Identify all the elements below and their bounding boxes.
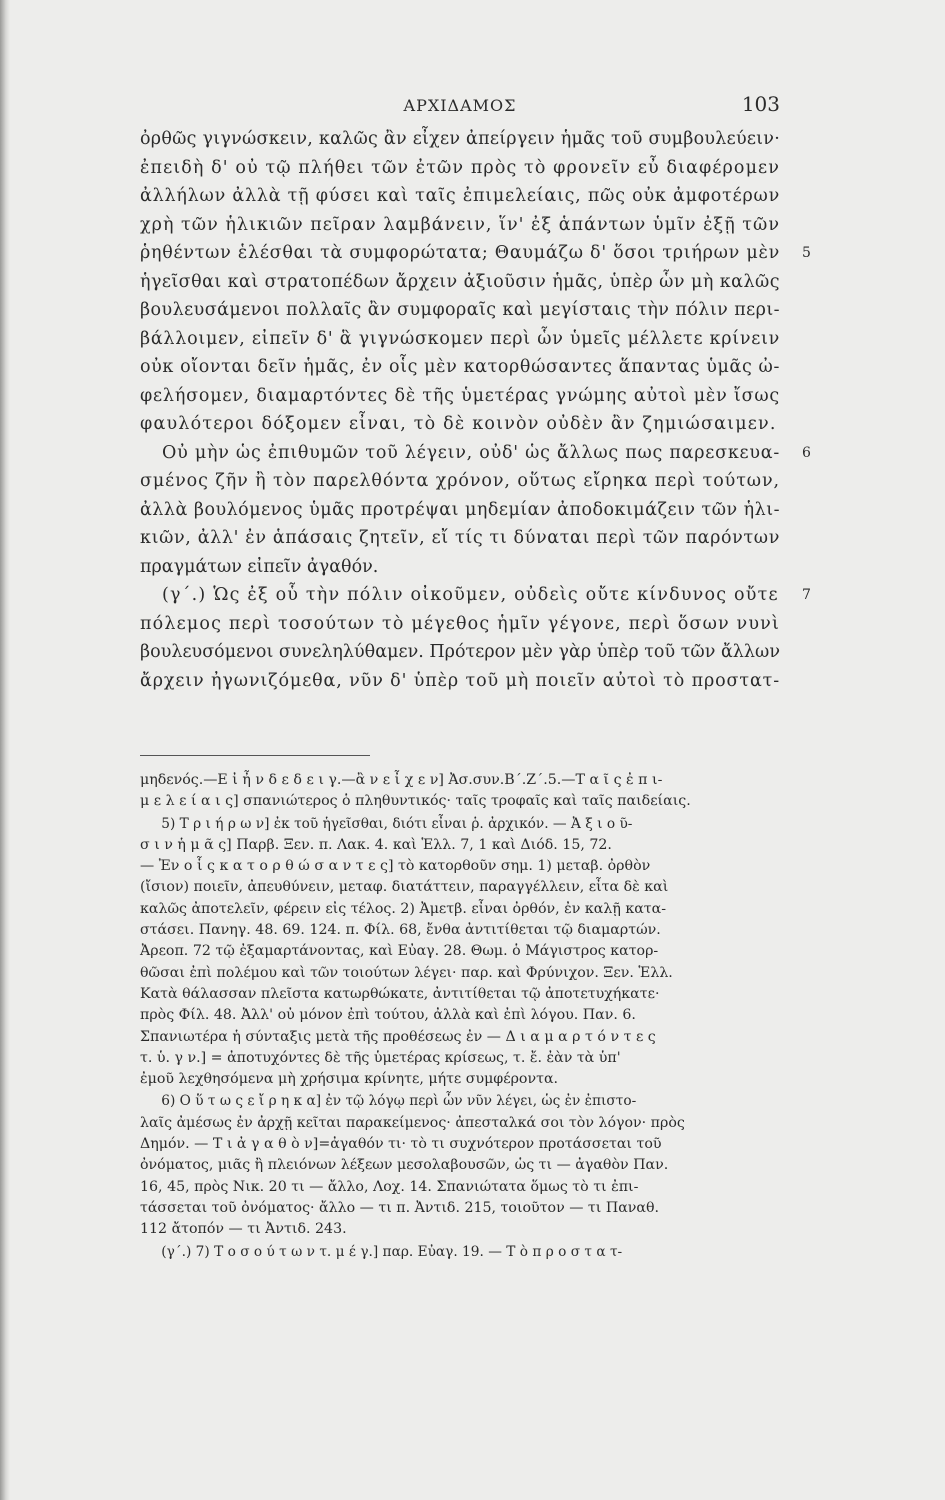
- text-line-content: χρὴ τῶν ἡλικιῶν πεῖραν λαμβάνειν, ἵν' ἐξ ἁπάντων ὑμῖν ἐξῇ τῶν: [140, 214, 780, 235]
- text-line-content: ἀλλὰ βουλόμενος ὑμᾶς προτρέψαι μηδεμίαν ἀποδοκιμάζειν τῶν ἡλι-: [140, 499, 780, 520]
- text-line-content: φελήσομεν, διαμαρτόντες δὲ τῆς ὑμετέρας γνώμης αὐτοὶ μὲν ἴσως: [140, 385, 781, 406]
- text-line: [140, 496, 780, 525]
- footnote-line: 16, 45, πρὸς Νικ. 20 τι — ἄλλο, Λοχ. 14. Σπανιώτατα ὅμως τὸ τι ἐπι-: [140, 1178, 639, 1195]
- footnote-line: 6) Ο ὕ τ ω ς ε ἴ ρ η κ α] ἐν τῷ λόγῳ περὶ ὧν νῦν λέγει, ὡς ἐν ἐπιστο-: [161, 1093, 637, 1110]
- footnote-line: 112 ἄτοπόν — τι Ἀντιδ. 243.: [140, 1221, 347, 1238]
- section-number: 7: [802, 587, 811, 603]
- page-binding-edge: [0, 0, 10, 1500]
- footnote-line: — Ἐν ο ἷ ς κ α τ ο ρ θ ώ σ α ν τ ε ς] τὸ κατορθοῦν σημ. 1) μεταβ. ὀρθὸν: [140, 858, 651, 875]
- text-line-content: βουλευσόμενοι συνεληλύθαμεν. Πρότερον μὲν γὰρ ὑπὲρ τοῦ τῶν ἄλλων: [140, 642, 780, 662]
- text-line: [140, 353, 780, 382]
- text-line-content: πόλεμος περὶ τοσούτων τὸ μέγεθος ἡμῖν γέγονε, περὶ ὅσων νυνὶ: [140, 613, 781, 634]
- text-line-content: κιῶν, ἀλλ' ἐν ἁπάσαις ζητεῖν, εἴ τίς τι δύναται περὶ τῶν παρόντων: [140, 528, 780, 548]
- text-line-content: ῥηθέντων ἑλέσθαι τὰ συμφορώτατα; Θαυμάζω δ' ὅσοι τριήρων μὲν: [140, 243, 780, 263]
- footnote-line: (γ΄.) 7) Τ ο σ ο ύ τ ω ν τ. μ έ γ.] παρ. Εὐαγ. 19. — Τ ὸ π ρ ο σ τ α τ-: [161, 1243, 623, 1260]
- text-line: [140, 154, 780, 183]
- footnote-line: ὀνόματος, μιᾶς ἢ πλειόνων λέξεων μεσολαβουσῶν, ὡς τι — ἀγαθὸν Παν.: [140, 1157, 669, 1174]
- text-line-content: (γ΄.) Ὡς ἐξ οὗ τὴν πόλιν οἰκοῦμεν, οὐδεὶς οὔτε κίνδυνος οὔτε: [162, 585, 779, 605]
- text-line: [140, 125, 780, 154]
- text-line-content: ἡγεῖσθαι καὶ στρατοπέδων ἄρχειν ἀξιοῦσιν ἡμᾶς, ὑπὲρ ὧν μὴ καλῶς: [140, 271, 780, 292]
- text-line-content: φαυλότεροι δόξομεν εἶναι, τὸ δὲ κοινὸν οὐδὲν ἂν ζημιώσαιμεν.: [140, 414, 777, 434]
- footnote-line: Σπανιωτέρα ἡ σύνταξις μετὰ τῆς προθέσεως ἐν — Δ ι α μ α ρ τ ό ν τ ε ς: [140, 1028, 656, 1045]
- footnote-line: καλῶς ἀποτελεῖν, φέρειν εἰς τέλος. 2) Ἀμετβ. εἶναι ὀρθόν, ἐν καλῇ κατα-: [140, 900, 667, 917]
- running-head: ΑΡΧΙΔΑΜΟΣ: [403, 96, 517, 115]
- text-line: [140, 182, 780, 211]
- footnote-line: λαῖς ἀμέσως ἐν ἀρχῇ κεῖται παρακείμενος· ἀπεσταλκά σοι τὸν λόγον· πρὸς: [140, 1114, 685, 1131]
- footnote-line: στάσει. Πανηγ. 48. 69. 124. π. Φίλ. 68, ἔνθα ἀντιτίθεται τῷ διαμαρτών.: [140, 922, 661, 939]
- text-line: [140, 325, 780, 354]
- text-line-content: ὀρθῶς γιγνώσκειν, καλῶς ἂν εἶχεν ἀπείργειν ἡμᾶς τοῦ συμβουλεύειν·: [140, 129, 781, 149]
- text-line: [140, 581, 811, 610]
- section-number: 5: [802, 245, 811, 261]
- footnote-line: Κατὰ θάλασσαν πλεῖστα κατωρθώκατε, ἀντιτίθεται τῷ ἀποτετυχήκατε·: [140, 985, 660, 1002]
- main-text: [140, 125, 811, 695]
- text-line-content: ἐπειδὴ δ' οὐ τῷ πλήθει τῶν ἐτῶν πρὸς τὸ φρονεῖν εὖ διαφέρομεν: [140, 157, 780, 178]
- page-header: [140, 92, 780, 122]
- text-line: [140, 211, 780, 240]
- text-line-content: σμένος ζῆν ἢ τὸν παρελθόντα χρόνον, οὕτως εἴρηκα περὶ τούτων,: [140, 471, 781, 491]
- text-line-content: ἄρχειν ἠγωνιζόμεθα, νῦν δ' ὑπὲρ τοῦ μὴ ποιεῖν αὐτοὶ τὸ προστατ-: [140, 670, 780, 691]
- page-number: 103: [741, 92, 780, 116]
- footnote-rule: [140, 755, 370, 756]
- footnote-line: Δημόν. — Τ ι ἀ γ α θ ὸ ν]=ἀγαθόν τι· τὸ τι συχνότερον προτάσσεται τοῦ: [140, 1136, 662, 1153]
- footnote-line: μηδενός.—Ε ἰ ἦ ν δ ε δ ε ι γ.—ἂ ν ε ἶ χ ε ν] Ἀσ.συν.Β΄.Ζ΄.5.—Τ α ῖ ς ἐ π ι-: [140, 772, 663, 788]
- text-line-content: βάλλοιμεν, εἰπεῖν δ' ἃ γιγνώσκομεν περὶ ὧν ὑμεῖς μέλλετε κρίνειν: [140, 328, 781, 349]
- text-line: [140, 524, 780, 553]
- section-number: 6: [802, 444, 811, 461]
- text-line: [140, 467, 780, 496]
- text-line-content: πραγμάτων εἰπεῖν ἀγαθόν.: [140, 556, 379, 577]
- text-line-content: ἀλλήλων ἀλλὰ τῇ φύσει καὶ ταῖς ἐπιμελείαις, πῶς οὐκ ἀμφοτέρων: [140, 186, 781, 206]
- footnote-line: σ ι ν ἡ μ ᾶ ς] Παρβ. Ξεν. π. Λακ. 4. καὶ Ἑλλ. 7, 1 καὶ Διόδ. 15, 72.: [140, 836, 612, 853]
- footnote-line: Ἀρεοπ. 72 τῷ ἐξαμαρτάνοντας, καὶ Εὐαγ. 28. Θωμ. ὁ Μάγιστρος κατορ-: [140, 943, 659, 960]
- text-line-content: οὐκ οἴονται δεῖν ἡμᾶς, ἐν οἷς μὲν κατορθώσαντες ἅπαντας ὑμᾶς ὠ-: [140, 357, 780, 377]
- footnote-line: τάσσεται τοῦ ὀνόματος· ἄλλο — τι π. Ἀντιδ. 215, τοιοῦτον — τι Παναθ.: [140, 1199, 660, 1216]
- text-line: [140, 239, 811, 268]
- text-line-content: βουλευσάμενοι πολλαῖς ἂν συμφοραῖς καὶ μεγίσταις τὴν πόλιν περι-: [140, 300, 781, 320]
- text-line: [140, 268, 780, 297]
- footnotes: [140, 770, 780, 1263]
- text-line: [140, 667, 780, 696]
- footnote-line: 5) Τ ρ ι ή ρ ω ν] ἐκ τοῦ ἡγεῖσθαι, διότι εἶναι ῥ. ἀρχικόν. — Ἀ ξ ι ο ῦ-: [161, 815, 633, 832]
- text-line: [140, 439, 811, 468]
- text-line: [140, 410, 780, 439]
- text-line: [140, 638, 780, 667]
- footnote-line: πρὸς Φίλ. 48. Ἀλλ' οὐ μόνον ἐπὶ τούτου, ἀλλὰ καὶ ἐπὶ λόγου. Παν. 6.: [140, 1007, 636, 1024]
- text-line: [140, 553, 780, 582]
- footnote-line: μ ε λ ε ί α ι ς] σπανιώτερος ὁ πληθυντικός· ταῖς τροφαῖς καὶ ταῖς παιδείαις.: [140, 793, 691, 810]
- footnote-line: (ἴσιον) ποιεῖν, ἀπευθύνειν, μεταφ. διατάττειν, παραγγέλλειν, εἶτα δὲ καὶ: [140, 879, 669, 896]
- footnote-line: τ. ὑ. γ ν.] = ἀποτυχόντες δὲ τῆς ὑμετέρας κρίσεως, τ. ἔ. ἐὰν τὰ ὑπ': [140, 1049, 621, 1066]
- text-line: [140, 296, 780, 325]
- footnote-line: θῶσαι ἐπὶ πολέμου καὶ τῶν τοιούτων λέγει· παρ. καὶ Φρύνιχον. Ξεν. Ἑλλ.: [140, 964, 673, 981]
- text-line-content: Οὐ μὴν ὡς ἐπιθυμῶν τοῦ λέγειν, οὐδ' ὡς ἄλλως πως παρεσκευα-: [162, 442, 780, 463]
- footnote-line: ἐμοῦ λεχθησόμενα μὴ χρήσιμα κρίνητε, μήτε συμφέροντα.: [140, 1071, 559, 1088]
- text-line: [140, 610, 780, 639]
- text-line: [140, 382, 780, 411]
